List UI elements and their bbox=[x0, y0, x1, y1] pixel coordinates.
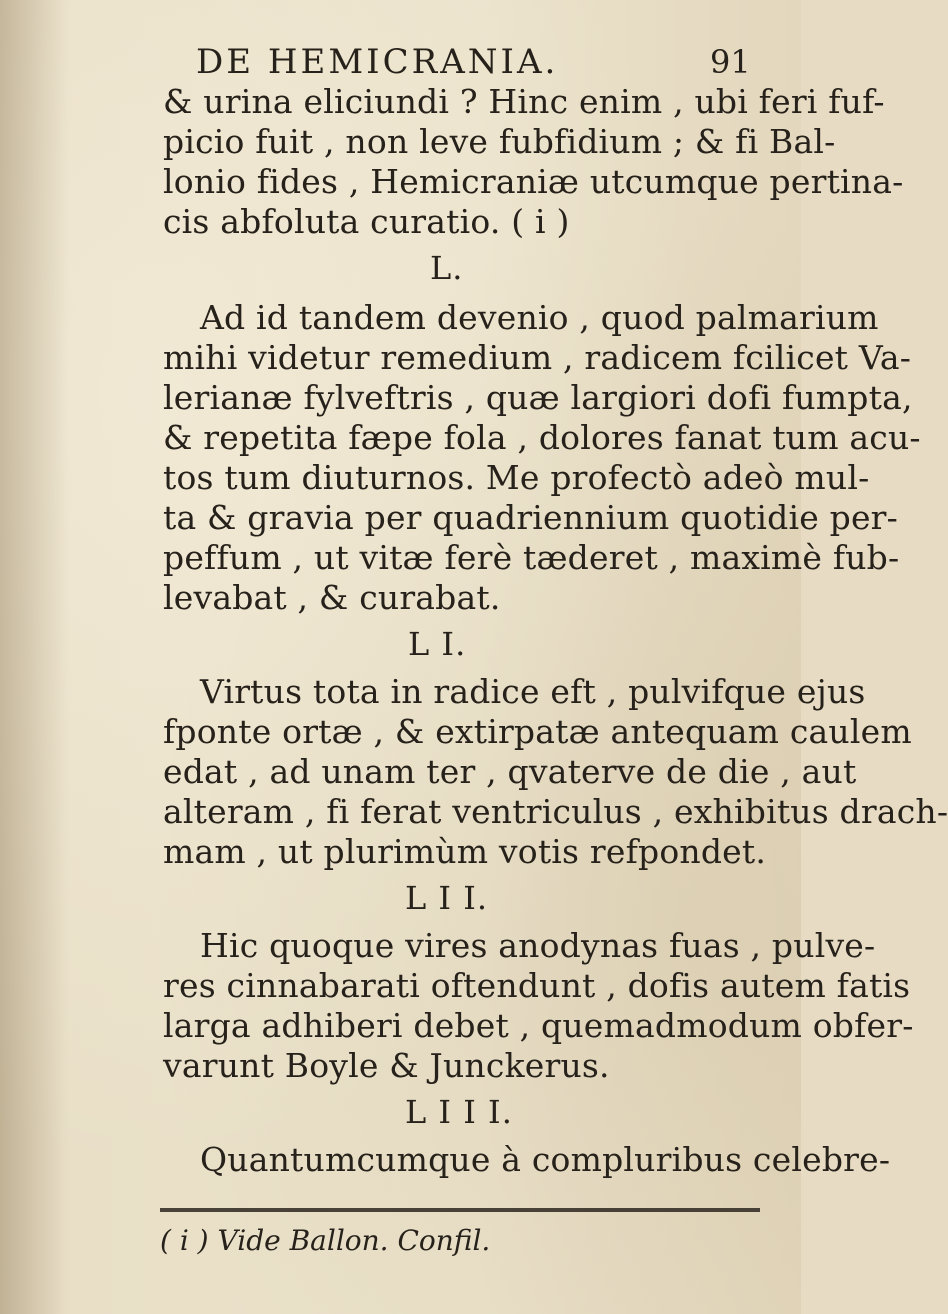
text-line: alteram , fi ferat ventriculus , exhibitus drach- bbox=[163, 792, 948, 831]
text-line: larga adhiberi debet , quemadmodum obfer- bbox=[163, 1006, 914, 1045]
text-line: varunt Boyle & Junckerus. bbox=[163, 1046, 610, 1085]
text-line: lonio fides , Hemicraniæ utcumque pertina- bbox=[163, 162, 904, 201]
text-line: cis abfoluta curatio. ( i ) bbox=[163, 202, 570, 241]
text-line: & repetita fæpe fola , dolores fanat tum acu- bbox=[163, 418, 921, 457]
text-line: & urina eliciundi ? Hinc enim , ubi feri fuf- bbox=[163, 82, 885, 121]
text-line: res cinnabarati oftendunt , dofis autem fatis bbox=[163, 966, 911, 1005]
text-line: Ad id tandem devenio , quod palmarium bbox=[200, 298, 879, 337]
page-number: 91 bbox=[710, 43, 751, 81]
footnote-rule bbox=[160, 1208, 760, 1212]
section-heading: L. bbox=[430, 249, 464, 287]
text-line: edat , ad unam ter , qvaterve de die , aut bbox=[163, 752, 857, 791]
footnote bbox=[160, 1223, 490, 1259]
text-line: mihi videtur remedium , radicem fcilicet Va- bbox=[163, 338, 912, 377]
text-line: peffum , ut vitæ ferè tæderet , maximè fub- bbox=[163, 538, 900, 577]
text-line: levabat , & curabat. bbox=[163, 578, 501, 617]
footnote-marker: ( i ) bbox=[160, 1224, 209, 1257]
text-line: fponte ortæ , & extirpatæ antequam caulem bbox=[163, 712, 912, 751]
text-line: ta & gravia per quadriennium quotidie per- bbox=[163, 498, 899, 537]
section-heading: L I I. bbox=[405, 879, 489, 917]
section-heading: L I I I. bbox=[405, 1093, 513, 1131]
section-heading: L I. bbox=[408, 625, 467, 663]
text-line: Quantumcumque à compluribus celebre- bbox=[200, 1140, 891, 1179]
page-header bbox=[0, 40, 801, 84]
text-line: Virtus tota in radice eft , pulvifque ejus bbox=[200, 672, 866, 711]
text-line: tos tum diuturnos. Me profectò adeò mul- bbox=[163, 458, 870, 497]
footnote-text: Vide Ballon. Confil. bbox=[217, 1224, 491, 1257]
text-line: lerianæ fylveftris , quæ largiori dofi fumpta, bbox=[163, 378, 913, 417]
spine-shadow bbox=[0, 0, 70, 1314]
text-line: picio fuit , non leve fubfidium ; & fi Bal- bbox=[163, 122, 836, 161]
running-title: DE HEMICRANIA. bbox=[196, 42, 559, 82]
text-line: mam , ut plurimùm votis refpondet. bbox=[163, 832, 767, 871]
text-line: Hic quoque vires anodynas fuas , pulve- bbox=[200, 926, 876, 965]
